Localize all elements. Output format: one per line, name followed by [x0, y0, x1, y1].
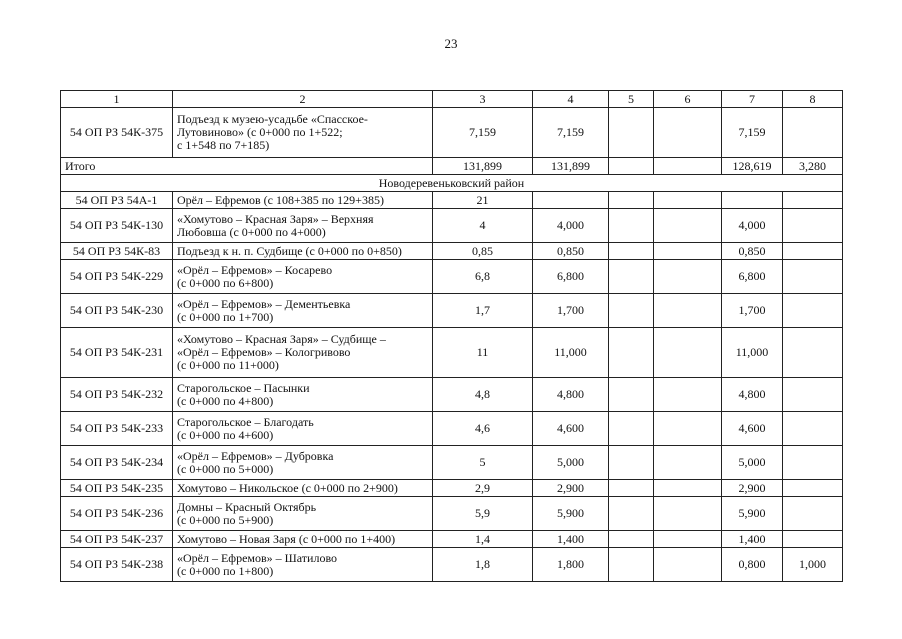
- value-col-4: 7,159: [533, 108, 609, 158]
- road-name-line: Хомутово – Никольское (с 0+000 по 2+900): [177, 480, 398, 495]
- header-col-7: 7: [722, 91, 783, 108]
- road-id: 54 ОП РЗ 54К-236: [61, 497, 173, 531]
- value-col-8: [783, 209, 843, 243]
- header-col-8: 8: [783, 91, 843, 108]
- value-col-5: [609, 192, 654, 209]
- road-name: [173, 480, 433, 497]
- value-col-8: [783, 378, 843, 412]
- value-col-4: 1,700: [533, 294, 609, 328]
- road-name-line: Орёл – Ефремов (с 108+385 по 129+385): [177, 192, 384, 207]
- value-col-3: 4,8: [433, 378, 533, 412]
- road-name-line: Старогольское – Пасынки: [177, 380, 310, 395]
- road-name-line: Подъезд к н. п. Судбище (с 0+000 по 0+850): [177, 243, 402, 258]
- value-col-4: 1,800: [533, 548, 609, 582]
- road-name-line: «Орёл – Ефремов» – Дубровка: [177, 448, 334, 463]
- road-name: [173, 412, 433, 446]
- road-id: 54 ОП РЗ 54А-1: [61, 192, 173, 209]
- value-col-7: 1,700: [722, 294, 783, 328]
- value-col-4: 0,850: [533, 243, 609, 260]
- road-name-line: (с 0+000 по 1+700): [177, 309, 274, 324]
- value-col-8: [783, 260, 843, 294]
- road-name-line: Лутовиново» (с 0+000 по 1+522;: [177, 125, 343, 139]
- table-row: [61, 446, 843, 480]
- road-name: [173, 243, 433, 260]
- road-name-line: «Хомутово – Красная Заря» – Верхняя: [177, 211, 374, 226]
- value-col-3: 2,9: [433, 480, 533, 497]
- table-row: [61, 378, 843, 412]
- total-value-col-6: [654, 158, 722, 175]
- value-col-7: 4,000: [722, 209, 783, 243]
- value-col-5: [609, 260, 654, 294]
- value-col-6: [654, 294, 722, 328]
- value-col-8: [783, 531, 843, 548]
- road-name-line: Старогольское – Благодать: [177, 414, 314, 429]
- road-id: 54 ОП РЗ 54К-229: [61, 260, 173, 294]
- value-col-6: [654, 243, 722, 260]
- value-col-5: [609, 378, 654, 412]
- value-col-3: 1,8: [433, 548, 533, 582]
- road-name: [173, 108, 433, 158]
- value-col-5: [609, 412, 654, 446]
- value-col-8: [783, 192, 843, 209]
- value-col-3: 21: [433, 192, 533, 209]
- value-col-7: 0,850: [722, 243, 783, 260]
- value-col-5: [609, 108, 654, 158]
- value-col-6: [654, 108, 722, 158]
- road-id: 54 ОП РЗ 54К-230: [61, 294, 173, 328]
- table-row: [61, 480, 843, 497]
- total-value-col-8: 3,280: [783, 158, 843, 175]
- value-col-4: [533, 192, 609, 209]
- road-name-line: (с 0+000 по 6+800): [177, 275, 274, 290]
- road-name-line: «Орёл – Ефремов» – Дементьевка: [177, 296, 351, 311]
- value-col-7: 0,800: [722, 548, 783, 582]
- value-col-6: [654, 328, 722, 378]
- page-number: 23: [444, 36, 458, 51]
- value-col-5: [609, 497, 654, 531]
- road-name-line: (с 0+000 по 4+600): [177, 427, 274, 442]
- value-col-3: 7,159: [433, 108, 533, 158]
- header-col-6: 6: [654, 91, 722, 108]
- value-col-4: 11,000: [533, 328, 609, 378]
- value-col-5: [609, 548, 654, 582]
- table-row: [61, 412, 843, 446]
- value-col-4: 4,000: [533, 209, 609, 243]
- total-value-col-4: 131,899: [533, 158, 609, 175]
- road-name-line: «Орёл – Ефремов» – Косарево: [177, 262, 333, 277]
- value-col-4: 6,800: [533, 260, 609, 294]
- value-col-3: 11: [433, 328, 533, 378]
- road-id: 54 ОП РЗ 54К-234: [61, 446, 173, 480]
- value-col-4: 5,000: [533, 446, 609, 480]
- road-name: [173, 192, 433, 209]
- value-col-3: 0,85: [433, 243, 533, 260]
- value-col-6: [654, 209, 722, 243]
- value-col-6: [654, 480, 722, 497]
- road-name-line: Хомутово – Новая Заря (с 0+000 по 1+400): [177, 531, 396, 546]
- value-col-6: [654, 192, 722, 209]
- value-col-3: 1,4: [433, 531, 533, 548]
- value-col-4: 5,900: [533, 497, 609, 531]
- value-col-6: [654, 260, 722, 294]
- road-name-line: «Орёл – Ефремов» – Шатилово: [177, 550, 338, 565]
- header-col-2: 2: [173, 91, 433, 108]
- value-col-5: [609, 243, 654, 260]
- value-col-7: 5,000: [722, 446, 783, 480]
- road-id: 54 ОП РЗ 54К-83: [61, 243, 173, 260]
- value-col-6: [654, 378, 722, 412]
- road-name-line: Домны – Красный Октябрь: [177, 499, 317, 514]
- value-col-5: [609, 446, 654, 480]
- table-body: [61, 91, 843, 582]
- value-col-3: 4,6: [433, 412, 533, 446]
- value-col-8: [783, 412, 843, 446]
- road-name-line: (с 0+000 по 5+900): [177, 512, 274, 527]
- road-id: 54 ОП РЗ 54К-231: [61, 328, 173, 378]
- road-name-line: «Орёл – Ефремов» – Кологривово: [177, 345, 351, 359]
- value-col-8: [783, 446, 843, 480]
- road-name-line: (с 0+000 по 11+000): [177, 358, 279, 372]
- road-name: [173, 531, 433, 548]
- value-col-8: 1,000: [783, 548, 843, 582]
- total-value-col-7: 128,619: [722, 158, 783, 175]
- value-col-8: [783, 108, 843, 158]
- value-col-6: [654, 497, 722, 531]
- value-col-5: [609, 209, 654, 243]
- road-name: [173, 328, 433, 378]
- header-col-4: 4: [533, 91, 609, 108]
- road-id: 54 ОП РЗ 54К-238: [61, 548, 173, 582]
- value-col-8: [783, 243, 843, 260]
- road-name: [173, 446, 433, 480]
- value-col-4: 4,600: [533, 412, 609, 446]
- road-name-line: (с 0+000 по 1+800): [177, 563, 274, 578]
- district-title: Новодеревеньковский район: [61, 175, 843, 192]
- road-name-line: (с 0+000 по 5+000): [177, 461, 274, 476]
- value-col-7: 7,159: [722, 108, 783, 158]
- road-name-line: Любовша (с 0+000 по 4+000): [177, 224, 326, 239]
- road-name: [173, 497, 433, 531]
- table-row: [61, 192, 843, 209]
- value-col-6: [654, 548, 722, 582]
- table-row: [61, 260, 843, 294]
- value-col-6: [654, 412, 722, 446]
- road-name: [173, 294, 433, 328]
- value-col-8: [783, 328, 843, 378]
- value-col-7: 1,400: [722, 531, 783, 548]
- road-id: 54 ОП РЗ 54К-375: [61, 108, 173, 158]
- value-col-4: 1,400: [533, 531, 609, 548]
- road-name-line: с 1+548 по 7+185): [177, 138, 270, 152]
- table-row: [61, 108, 843, 158]
- value-col-7: 6,800: [722, 260, 783, 294]
- total-value-col-3: 131,899: [433, 158, 533, 175]
- road-id: 54 ОП РЗ 54К-232: [61, 378, 173, 412]
- value-col-6: [654, 446, 722, 480]
- value-col-3: 4: [433, 209, 533, 243]
- total-value-col-5: [609, 158, 654, 175]
- value-col-7: 4,800: [722, 378, 783, 412]
- table-row: [61, 531, 843, 548]
- road-name: [173, 260, 433, 294]
- road-name-line: (с 0+000 по 4+800): [177, 393, 274, 408]
- district-header-row: [61, 175, 843, 192]
- value-col-3: 5: [433, 446, 533, 480]
- value-col-4: 2,900: [533, 480, 609, 497]
- road-id: 54 ОП РЗ 54К-235: [61, 480, 173, 497]
- table-row: [61, 243, 843, 260]
- value-col-8: [783, 480, 843, 497]
- value-col-5: [609, 531, 654, 548]
- header-col-1: 1: [61, 91, 173, 108]
- value-col-6: [654, 531, 722, 548]
- value-col-8: [783, 294, 843, 328]
- table-row: [61, 209, 843, 243]
- total-row: [61, 158, 843, 175]
- value-col-5: [609, 480, 654, 497]
- road-name: [173, 209, 433, 243]
- roads-table: [60, 90, 843, 582]
- total-label: Итого: [61, 158, 433, 175]
- header-col-3: 3: [433, 91, 533, 108]
- value-col-5: [609, 328, 654, 378]
- table-row: [61, 328, 843, 378]
- road-id: 54 ОП РЗ 54К-237: [61, 531, 173, 548]
- road-name: [173, 378, 433, 412]
- road-name-line: «Хомутово – Красная Заря» – Судбище –: [177, 332, 386, 346]
- value-col-7: 2,900: [722, 480, 783, 497]
- table-header-row: [61, 91, 843, 108]
- road-name: [173, 548, 433, 582]
- value-col-3: 6,8: [433, 260, 533, 294]
- value-col-4: 4,800: [533, 378, 609, 412]
- table-row: [61, 497, 843, 531]
- table-row: [61, 548, 843, 582]
- value-col-3: 5,9: [433, 497, 533, 531]
- header-col-5: 5: [609, 91, 654, 108]
- value-col-5: [609, 294, 654, 328]
- value-col-3: 1,7: [433, 294, 533, 328]
- road-name-line: Подъезд к музею-усадьбе «Спасское-: [177, 112, 368, 126]
- value-col-7: 4,600: [722, 412, 783, 446]
- value-col-7: 5,900: [722, 497, 783, 531]
- road-id: 54 ОП РЗ 54К-233: [61, 412, 173, 446]
- value-col-7: 11,000: [722, 328, 783, 378]
- road-id: 54 ОП РЗ 54К-130: [61, 209, 173, 243]
- value-col-8: [783, 497, 843, 531]
- value-col-7: [722, 192, 783, 209]
- table-row: [61, 294, 843, 328]
